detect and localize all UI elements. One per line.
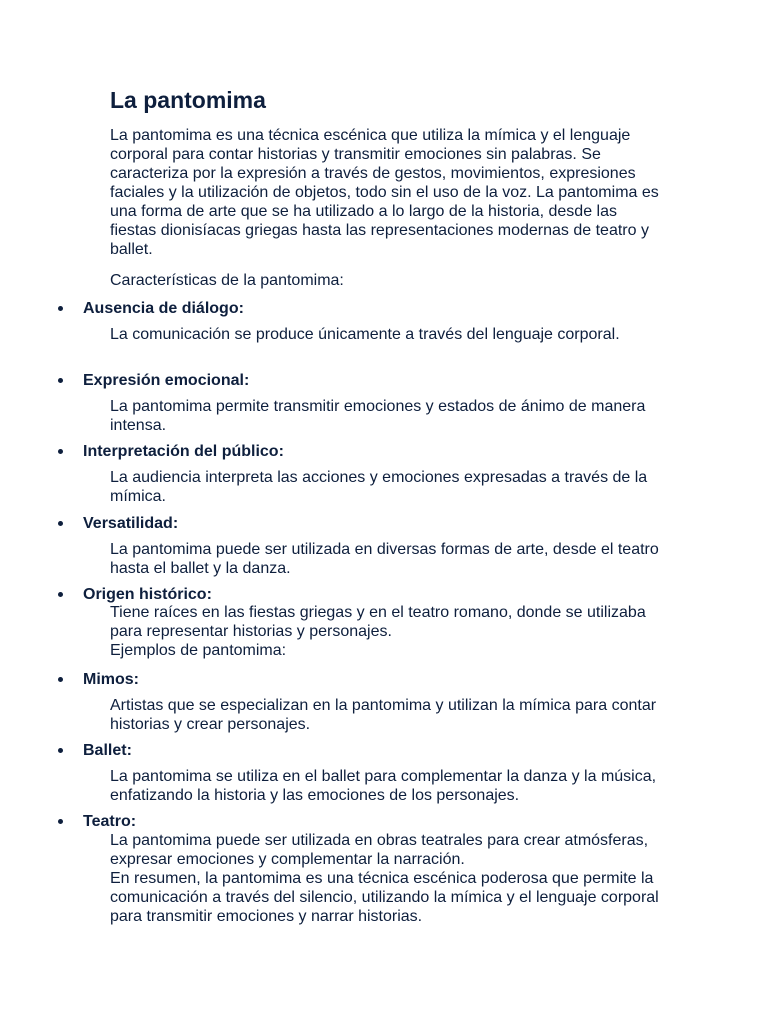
example-title: Ballet: xyxy=(83,742,132,759)
example-title: Teatro: xyxy=(83,813,137,830)
item-title: Expresión emocional: xyxy=(83,372,250,389)
example-title: Mimos: xyxy=(83,671,139,688)
bullet-icon xyxy=(58,521,63,526)
conclusion-paragraph: En resumen, la pantomima es una técnica escénica poderosa que permite la comunicación a través del silencio, utilizando la mímica y el lenguaje corporal para transmitir emociones y narrar historias. xyxy=(110,870,659,925)
item-text: La comunicación se produce únicamente a través del lenguaje corporal. xyxy=(110,326,620,343)
bullet-icon xyxy=(58,592,63,597)
bullet-icon xyxy=(58,748,63,753)
examples-heading: Ejemplos de pantomima: xyxy=(110,642,287,659)
item-text: La pantomima puede ser utilizada en diversas formas de arte, desde el teatro hasta el ballet y la danza. xyxy=(110,541,659,577)
page-title: La pantomima xyxy=(110,87,266,113)
bullet-icon xyxy=(58,449,63,454)
bullet-icon xyxy=(58,378,63,383)
intro-paragraph: La pantomima es una técnica escénica que utiliza la mímica y el lenguaje corporal para contar historias y transmitir emociones sin palabras. Se caracteriza por la expresión a través de gestos, movimientos, expresiones faciales y la utilización de objetos, todo sin el uso de la voz. La pantomima es una forma de arte que se ha utilizado a lo largo de la historia, desde las fiestas dionisíacas griegas hasta las representaciones modernas de teatro y ballet. xyxy=(110,127,659,258)
item-title: Versatilidad: xyxy=(83,515,179,532)
example-text: La pantomima se utiliza en el ballet para complementar la danza y la música, enfatizando la historia y las emociones de los personajes. xyxy=(110,768,657,804)
item-text: La audiencia interpreta las acciones y emociones expresadas a través de la mímica. xyxy=(110,469,648,505)
example-text: La pantomima puede ser utilizada en obras teatrales para crear atmósferas, expresar emociones y complementar la narración. xyxy=(110,832,649,868)
characteristics-heading: Características de la pantomima: xyxy=(110,272,344,289)
item-text: Tiene raíces en las fiestas griegas y en el teatro romano, donde se utilizaba para representar historias y personajes. xyxy=(110,604,646,640)
bullet-icon xyxy=(58,819,63,824)
item-title: Origen histórico: xyxy=(83,586,212,603)
bullet-icon xyxy=(58,677,63,682)
example-text: Artistas que se especializan en la pantomima y utilizan la mímica para contar historias y crear personajes. xyxy=(110,697,657,733)
item-text: La pantomima permite transmitir emociones y estados de ánimo de manera intensa. xyxy=(110,398,646,434)
item-title: Ausencia de diálogo: xyxy=(83,300,244,317)
item-title: Interpretación del público: xyxy=(83,443,284,460)
bullet-icon xyxy=(58,306,63,311)
